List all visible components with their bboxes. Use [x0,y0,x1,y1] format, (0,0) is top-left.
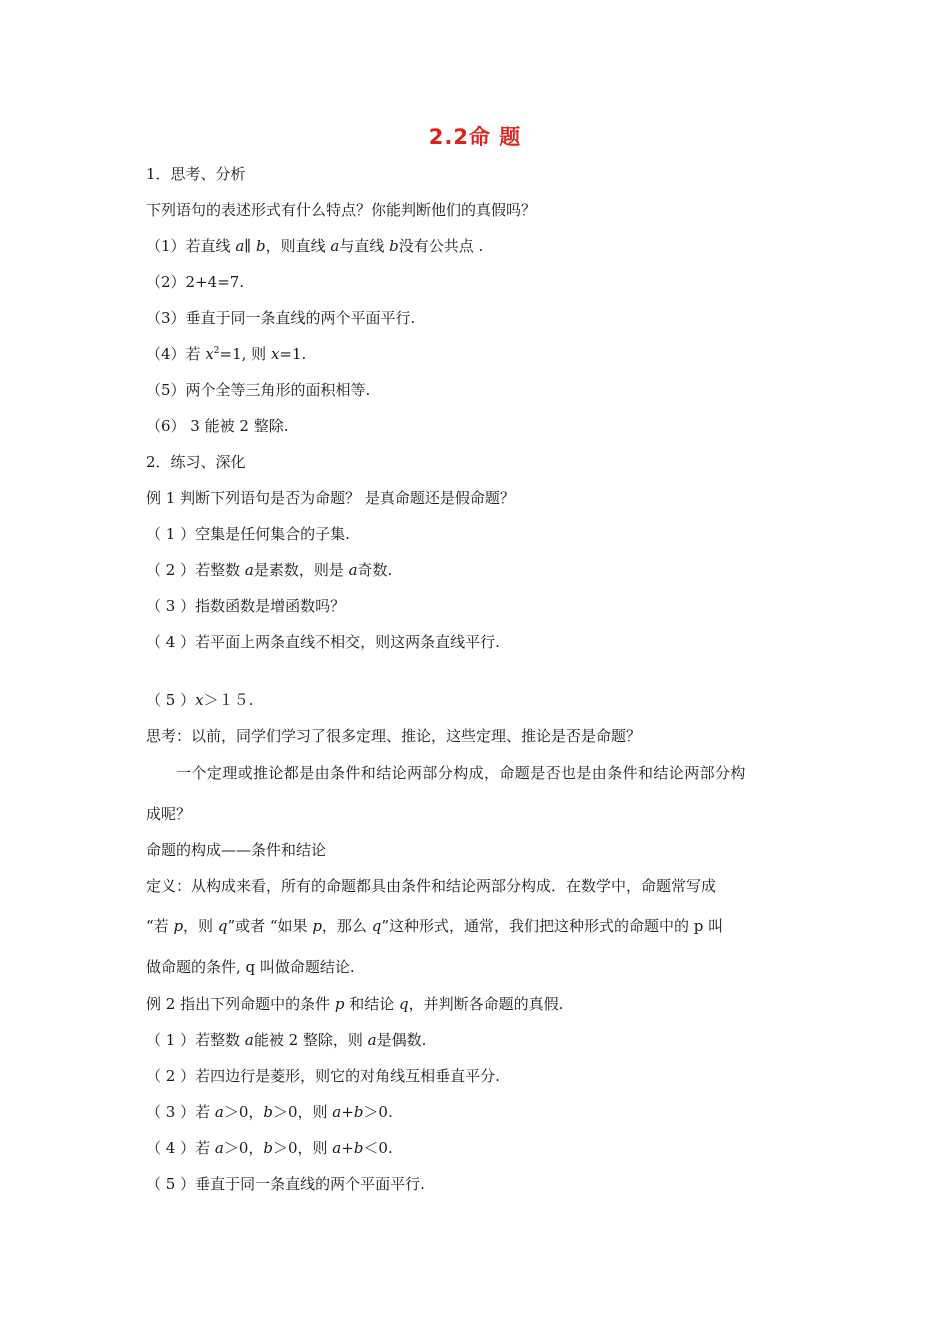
composition-heading: 命题的构成——条件和结论 [146,841,327,859]
example-2-prompt: 例 2 指出下列命题中的条件 p 和结论 q，并判断各命题的真假. [146,995,564,1013]
ex1-item-2: （ 2 ）若整数 a是素数，则是 a奇数. [146,561,393,579]
example-1-prompt: 例 1 判断下列语句是否为命题？ 是真命题还是假命题？ [146,489,515,507]
ex2-item-5: （ 5 ）垂直于同一条直线的两个平面平行. [146,1175,425,1193]
item-1-6: （6） 3 能被 2 整除. [146,417,289,435]
ex1-item-4: （ 4 ）若平面上两条直线不相交，则这两条直线平行. [146,633,500,651]
item-1-3: （3）垂直于同一条直线的两个平面平行. [146,309,416,327]
page-title: 2.2命 题 [428,125,522,149]
definition-line-3: 做命题的条件, q 叫做命题结论. [146,958,355,976]
paragraph-1-line-1: 一个定理或推论都是由条件和结论两部分构成，命题是否也是由条件和结论两部分构 [176,764,746,782]
item-1-4: （4）若 $x^2=1$, 则 x=1. [146,345,307,363]
ex1-item-1: （ 1 ）空集是任何集合的子集. [146,525,350,543]
section-2-heading: 2．练习、深化 [146,453,246,471]
item-1-2: （2）2+4=7. [146,273,245,291]
ex1-item-5: （ 5 ）x＞１５. [146,691,254,709]
definition-line-2: “若 p，则 q”或者 “如果 p，那么 q”这种形式，通常，我们把这种形式的命题中的 p 叫 [146,917,724,935]
ex1-item-3: （ 3 ）指数函数是增函数吗？ [146,597,346,615]
section-1-question: 下列语句的表述形式有什么特点？你能判断他们的真假吗？ [146,201,537,219]
item-1-5: （5）两个全等三角形的面积相等. [146,381,371,399]
item-1-1: （1）若直线 a∥ b，则直线 a与直线 b没有公共点 . [146,237,484,255]
definition-line-1: 定义：从构成来看，所有的命题都具由条件和结论两部分构成．在数学中，命题常写成 [146,877,717,895]
ex2-item-4: （ 4 ）若 a＞0，b＞0，则 a+b＜0. [146,1139,393,1157]
section-1-heading: 1．思考、分析 [146,165,246,183]
ex2-item-3: （ 3 ）若 a＞0，b＞0，则 a+b＞0. [146,1103,393,1121]
ex2-item-2: （ 2 ）若四边行是菱形，则它的对角线互相垂直平分. [146,1067,500,1085]
ex2-item-1: （ 1 ）若整数 a能被 2 整除，则 a是偶数. [146,1031,427,1049]
paragraph-1-line-2: 成呢？ [146,805,192,823]
think-prompt: 思考：以前，同学们学习了很多定理、推论，这些定理、推论是否是命题？ [146,727,642,745]
